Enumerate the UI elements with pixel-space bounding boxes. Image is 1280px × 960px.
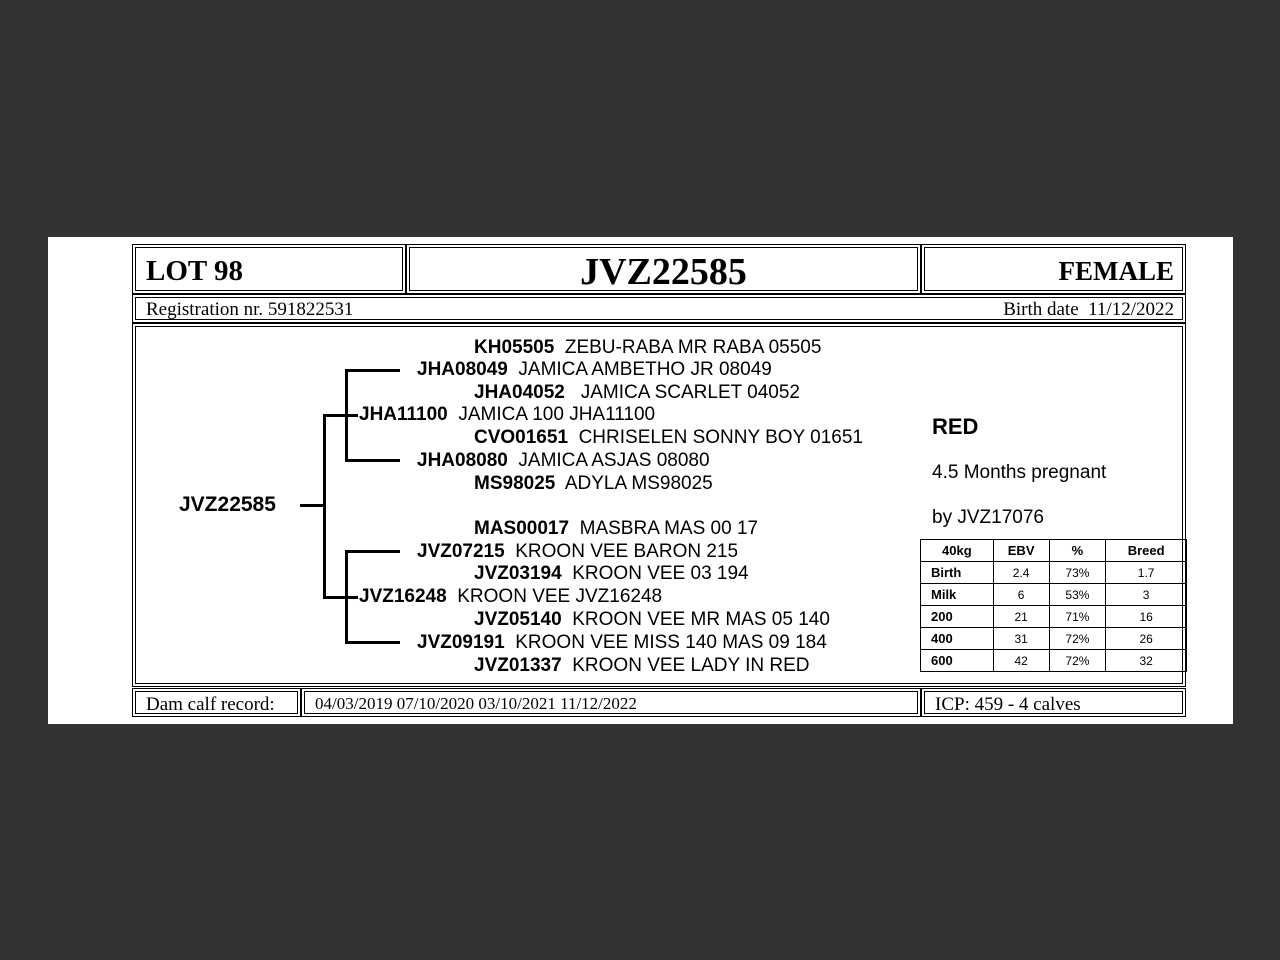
ebv-cell: 2.4: [993, 562, 1049, 584]
lot-cell: [135, 247, 403, 291]
registration-row: [135, 297, 1183, 320]
calf-record-label: Dam calf record:: [146, 694, 275, 715]
pedigree-line: [345, 550, 348, 643]
sex-label: FEMALE: [1058, 256, 1174, 286]
icp-value: ICP: 459 - 4 calves: [935, 694, 1081, 715]
birth-date-value: 11/12/2022: [1088, 299, 1174, 320]
pedigree-sire-dam-sire: CVO01651 CHRISELEN SONNY BOY 01651: [474, 427, 864, 448]
ebv-cell: 600: [921, 650, 994, 672]
icp-cell: [924, 691, 1183, 714]
ebv-row: [921, 606, 1187, 628]
pedigree-line: [345, 369, 348, 462]
ebv-header: 40kg: [921, 540, 994, 562]
pedigree-dam-dam-dam: JVZ01337 KROON VEE LADY IN RED: [474, 655, 810, 676]
pedigree-dam: JVZ16248 KROON VEE JVZ16248: [359, 586, 663, 607]
lot-number: LOT 98: [146, 255, 243, 287]
ebv-cell: 53%: [1049, 584, 1106, 606]
ebv-row: [921, 628, 1187, 650]
id-cell: [409, 247, 918, 291]
pedigree-sire: JHA11100 JAMICA 100 JHA11100: [359, 404, 656, 425]
lot-card: [48, 237, 1233, 724]
ebv-cell: 16: [1106, 606, 1187, 628]
ebv-cell: 32: [1106, 650, 1187, 672]
ebv-cell: 72%: [1049, 628, 1106, 650]
pedigree-line: [345, 459, 400, 462]
pedigree-dam-dam: JVZ09191 KROON VEE MISS 140 MAS 09 184: [417, 632, 827, 653]
pedigree-dam-sire-dam: JVZ03194 KROON VEE 03 194: [474, 563, 749, 584]
sex-cell: [924, 247, 1183, 291]
registration-number: Registration nr. 591822531: [146, 299, 354, 320]
ebv-row: [921, 650, 1187, 672]
pedigree-line: [345, 550, 400, 553]
ebv-header: EBV: [993, 540, 1049, 562]
animal-id-title: JVZ22585: [580, 251, 747, 293]
birth-date: [1003, 299, 1174, 321]
ebv-cell: Milk: [921, 584, 994, 606]
pedigree-line: [345, 641, 400, 644]
ebv-header-row: [921, 540, 1187, 562]
color-label: RED: [932, 414, 979, 439]
ebv-cell: 21: [993, 606, 1049, 628]
ebv-cell: 200: [921, 606, 994, 628]
ebv-table: [920, 539, 1187, 672]
ebv-cell: Birth: [921, 562, 994, 584]
calf-record-cell: [304, 691, 918, 714]
pedigree-sire-dam-dam: MS98025 ADYLA MS98025: [474, 473, 713, 494]
ebv-row: [921, 584, 1187, 606]
ebv-cell: 71%: [1049, 606, 1106, 628]
pedigree-sire-sire-sire: KH05505 ZEBU-RABA MR RABA 05505: [474, 337, 822, 358]
pedigree-dam-dam-sire: JVZ05140 KROON VEE MR MAS 05 140: [474, 609, 830, 630]
pedigree-line: [300, 504, 324, 507]
pedigree-sire-sire: JHA08049 JAMICA AMBETHO JR 08049: [417, 359, 772, 380]
ebv-cell: 400: [921, 628, 994, 650]
calf-record-label-cell: [135, 691, 298, 714]
pedigree-line: [323, 414, 358, 417]
ebv-cell: 31: [993, 628, 1049, 650]
pedigree-line: [323, 596, 358, 599]
pedigree-sire-dam: JHA08080 JAMICA ASJAS 08080: [417, 450, 710, 471]
pedigree-dam-sire: JVZ07215 KROON VEE BARON 215: [417, 541, 739, 562]
calf-record-dates: 04/03/2019 07/10/2020 03/10/2021 11/12/2022: [315, 694, 637, 713]
pregnant-by: by JVZ17076: [932, 507, 1044, 528]
ebv-cell: 6: [993, 584, 1049, 606]
ebv-row: [921, 562, 1187, 584]
pedigree-dam-sire-sire: MAS00017 MASBRA MAS 00 17: [474, 518, 759, 539]
ebv-header: %: [1049, 540, 1106, 562]
ebv-cell: 3: [1106, 584, 1187, 606]
ebv-cell: 1.7: [1106, 562, 1187, 584]
ebv-cell: 26: [1106, 628, 1187, 650]
pedigree-line: [323, 414, 326, 599]
ebv-header: Breed: [1106, 540, 1187, 562]
ebv-cell: 72%: [1049, 650, 1106, 672]
pregnancy-status: 4.5 Months pregnant: [932, 462, 1107, 483]
pedigree-sire-sire-dam: JHA04052 JAMICA SCARLET 04052: [474, 382, 800, 403]
ebv-cell: 42: [993, 650, 1049, 672]
birth-date-label: Birth date: [1003, 299, 1079, 320]
pedigree-line: [345, 369, 400, 372]
pedigree-animal: JVZ22585: [179, 493, 276, 516]
ebv-cell: 73%: [1049, 562, 1106, 584]
